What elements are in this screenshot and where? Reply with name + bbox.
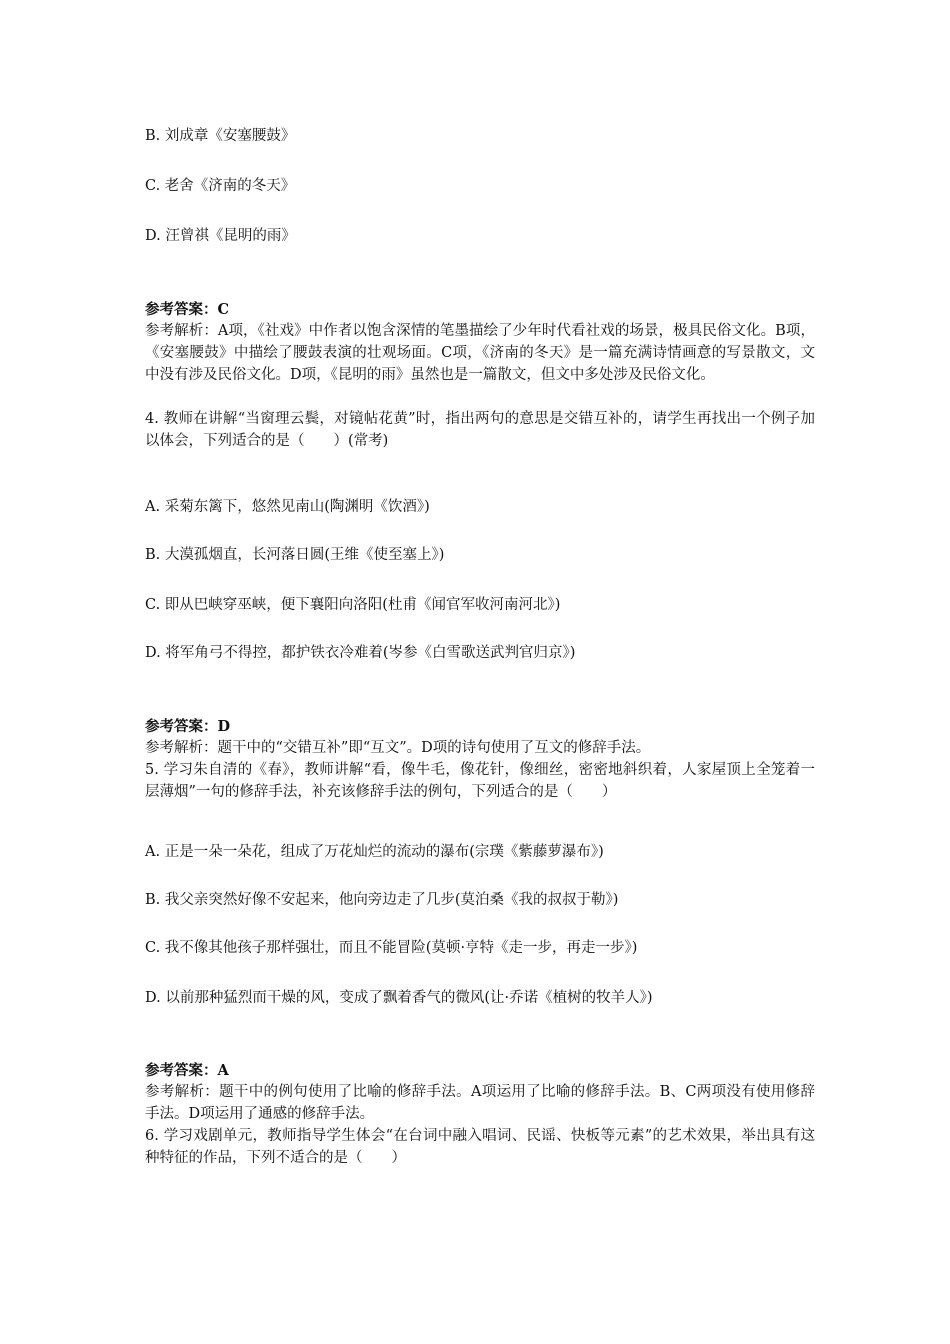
q3-option-c: C. 老舍《济南的冬天》 [145,178,296,194]
q5-answer: 参考答案：A [145,1062,229,1079]
q4-analysis: 参考解析：题干中的“交错互补”即“互文”。D项的诗句使用了互文的修辞手法。 [145,740,651,756]
q3-answer: 参考答案：C [145,301,230,318]
q4-option-a: A. 采菊东篱下，悠然见南山(陶渊明《饮酒》) [145,499,430,515]
q6-question: 6. 学习戏剧单元，教师指导学生体会“在台词中融入唱词、民谣、快板等元素”的艺术效果，举出具有这种特征的作品，下列不适合的是（ ） [145,1128,815,1166]
q5-option-c: C. 我不像其他孩子那样强壮，而且不能冒险(莫顿·亨特《走一步，再走一步》) [145,940,638,956]
q4-option-d: D. 将军角弓不得控，都护铁衣冷难着(岑参《白雪歌送武判官归京》) [145,645,576,661]
q3-analysis: 参考解析：A项，《社戏》中作者以饱含深情的笔墨描绘了少年时代看社戏的场景，极具民俗文化。B项，《安塞腰鼓》中描绘了腰鼓表演的壮观场面。C项，《济南的冬天》是一篇充满诗情画意的写景散文，文中没有涉及民俗文化。D项，《昆明的雨》虽然也是一篇散文，但文中多处涉及民俗文化。 [145,323,815,383]
q3-option-d: D. 汪曾祺《昆明的雨》 [145,228,296,244]
q5-question: 5. 学习朱自清的《春》，教师讲解“看，像牛毛，像花针，像细丝，密密地斜织着，人家屋顶上全笼着一层薄烟”一句的修辞手法，补充该修辞手法的例句，下列适合的是（ ） [145,762,815,800]
q5-option-b: B. 我父亲突然好像不安起来，他向旁边走了几步(莫泊桑《我的叔叔于勒》) [145,892,619,908]
q5-option-a: A. 正是一朵一朵花，组成了万花灿烂的流动的瀑布(宗璞《紫藤萝瀑布》) [145,844,604,860]
q5-analysis: 参考解析：题干中的例句使用了比喻的修辞手法。A项运用了比喻的修辞手法。B、C两项没有使用修辞手法。D项运用了通感的修辞手法。 [145,1084,815,1122]
q3-option-b: B. 刘成章《安塞腰鼓》 [145,128,296,144]
q4-answer: 参考答案：D [145,718,231,735]
q4-question: 4. 教师在讲解“当窗理云鬓，对镜帖花黄”时，指出两句的意思是交错互补的，请学生再找出一个例子加以体会，下列适合的是（ ）(常考) [145,411,815,449]
q5-option-d: D. 以前那种猛烈而干燥的风，变成了飘着香气的微风(让·乔诺《植树的牧羊人》) [145,990,653,1006]
q4-option-b: B. 大漠孤烟直，长河落日圆(王维《使至塞上》) [145,547,445,563]
q4-option-c: C. 即从巴峡穿巫峡，便下襄阳向洛阳(杜甫《闻官军收河南河北》) [145,597,561,613]
